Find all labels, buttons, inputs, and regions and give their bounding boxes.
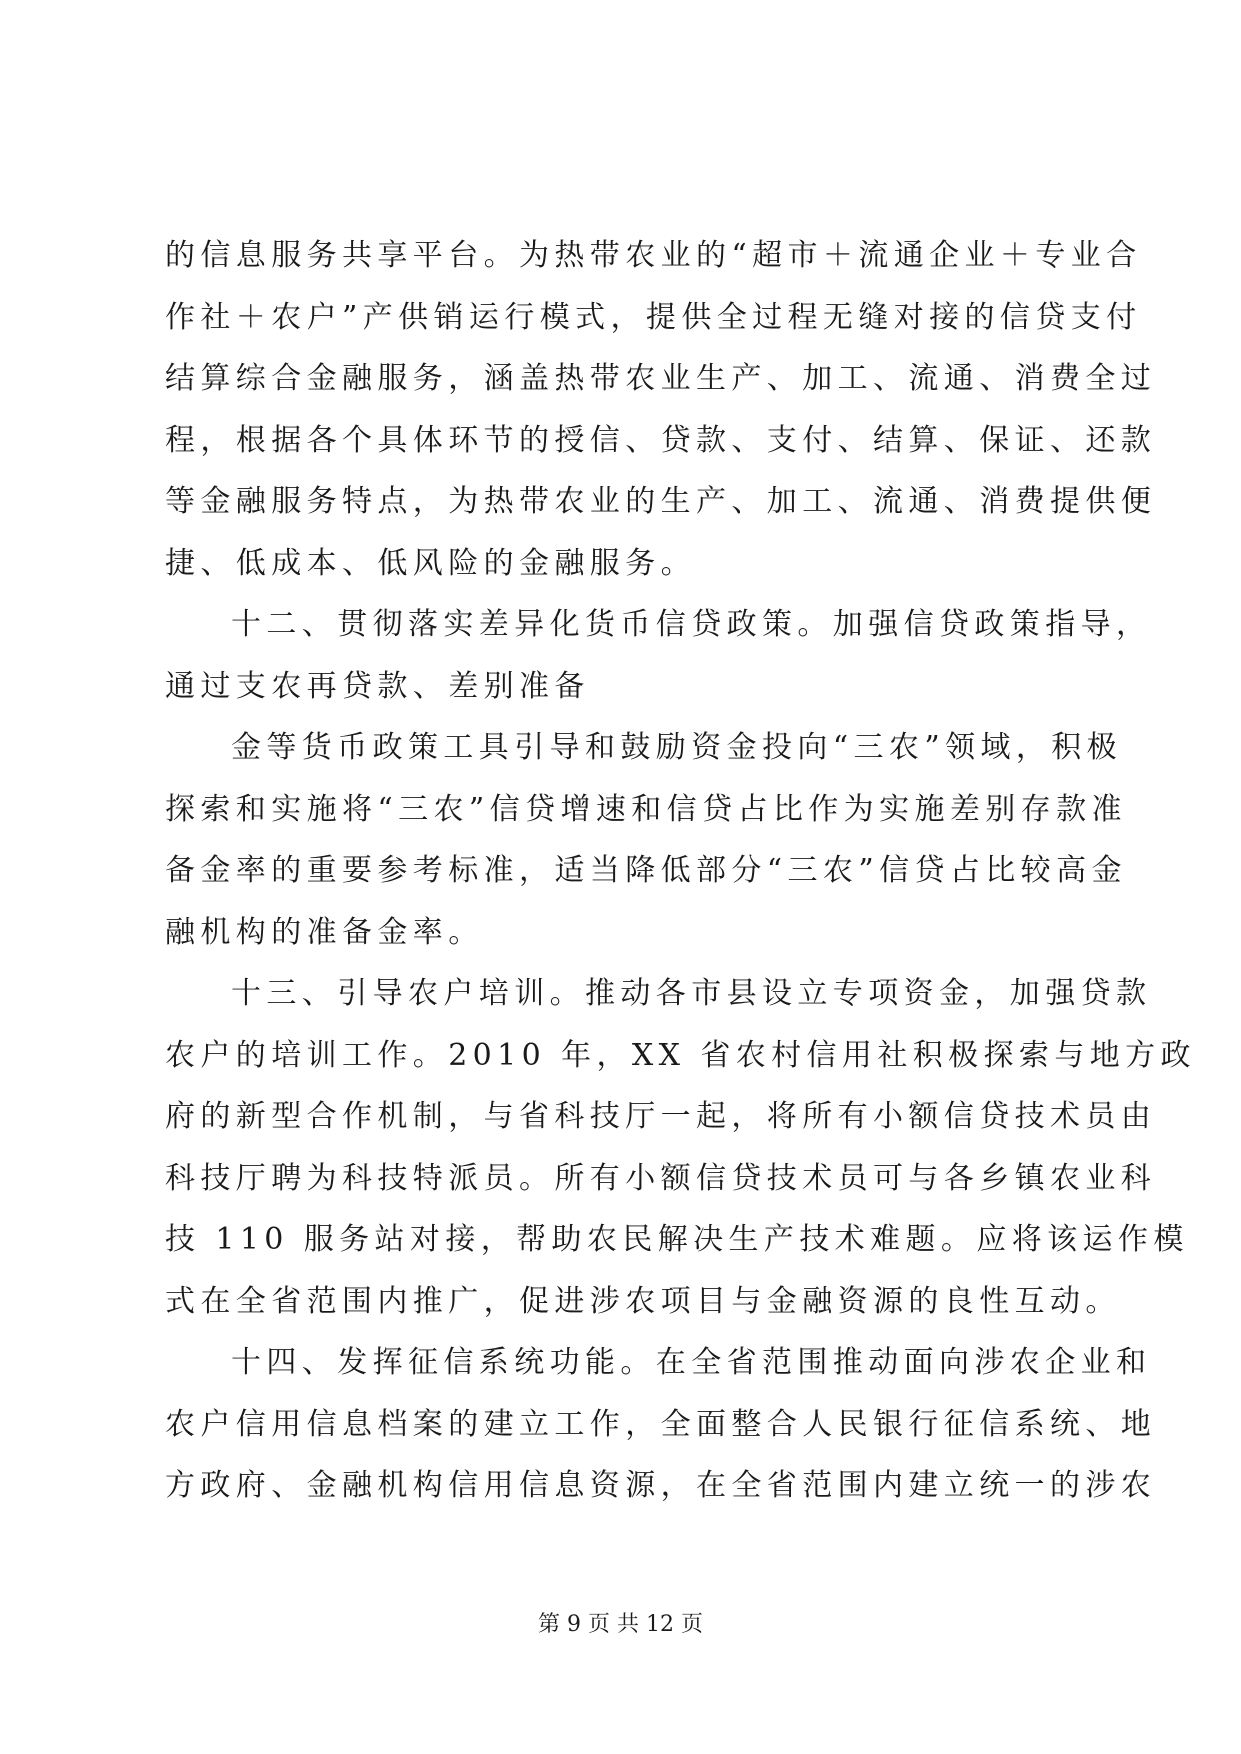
- text-line: 农户的培训工作。2010 年，XX 省农村信用社积极探索与地方政: [165, 1037, 1196, 1073]
- text-line: 十四、发挥征信系统功能。在全省范围推动面向涉农企业和: [231, 1345, 1152, 1380]
- document-body: [165, 225, 1196, 1517]
- text-line: 十二、贯彻落实差异化货币信贷政策。加强信贷政策指导，: [231, 607, 1152, 642]
- text-line: 农户信用信息档案的建立工作，全面整合人民银行征信系统、地: [165, 1406, 1157, 1442]
- text-line: 作社＋农户”产供销运行模式，提供全过程无缝对接的信贷支付: [165, 299, 1142, 335]
- text-line: 等金融服务特点，为热带农业的生产、加工、流通、消费提供便: [165, 484, 1157, 519]
- text-line: 捷、低成本、低风险的金融服务。: [165, 545, 696, 581]
- page-footer: 第 9 页 共 12 页: [538, 1612, 703, 1637]
- text-line: 通过支农再贷款、差别准备: [165, 668, 590, 704]
- text-line: 技 110 服务站对接，帮助农民解决生产技术难题。应将该运作模: [165, 1222, 1189, 1257]
- text-line: 金等货币政策工具引导和鼓励资金投向“三农”领域，积极: [231, 730, 1123, 765]
- text-line: 结算综合金融服务，涵盖热带农业生产、加工、流通、消费全过: [165, 361, 1157, 396]
- text-line: 探索和实施将“三农”信贷增速和信贷占比作为实施差别存款准: [165, 791, 1127, 827]
- text-line: 的信息服务共享平台。为热带农业的“超市＋流通企业＋专业合: [165, 238, 1142, 273]
- text-line: 式在全省范围内推广，促进涉农项目与金融资源的良性互动。: [165, 1283, 1121, 1319]
- text-line: 融机构的准备金率。: [165, 914, 484, 950]
- text-line: 程，根据各个具体环节的授信、贷款、支付、结算、保证、还款: [165, 422, 1157, 458]
- text-line: 方政府、金融机构信用信息资源，在全省范围内建立统一的涉农: [165, 1468, 1157, 1503]
- text-line: 府的新型合作机制，与省科技厅一起，将所有小额信贷技术员由: [165, 1099, 1157, 1134]
- text-line: 十三、引导农户培训。推动各市县设立专项资金，加强贷款: [231, 976, 1152, 1011]
- text-line: 科技厅聘为科技特派员。所有小额信贷技术员可与各乡镇农业科: [165, 1160, 1157, 1196]
- text-line: 备金率的重要参考标准，适当降低部分“三农”信贷占比较高金: [165, 853, 1127, 888]
